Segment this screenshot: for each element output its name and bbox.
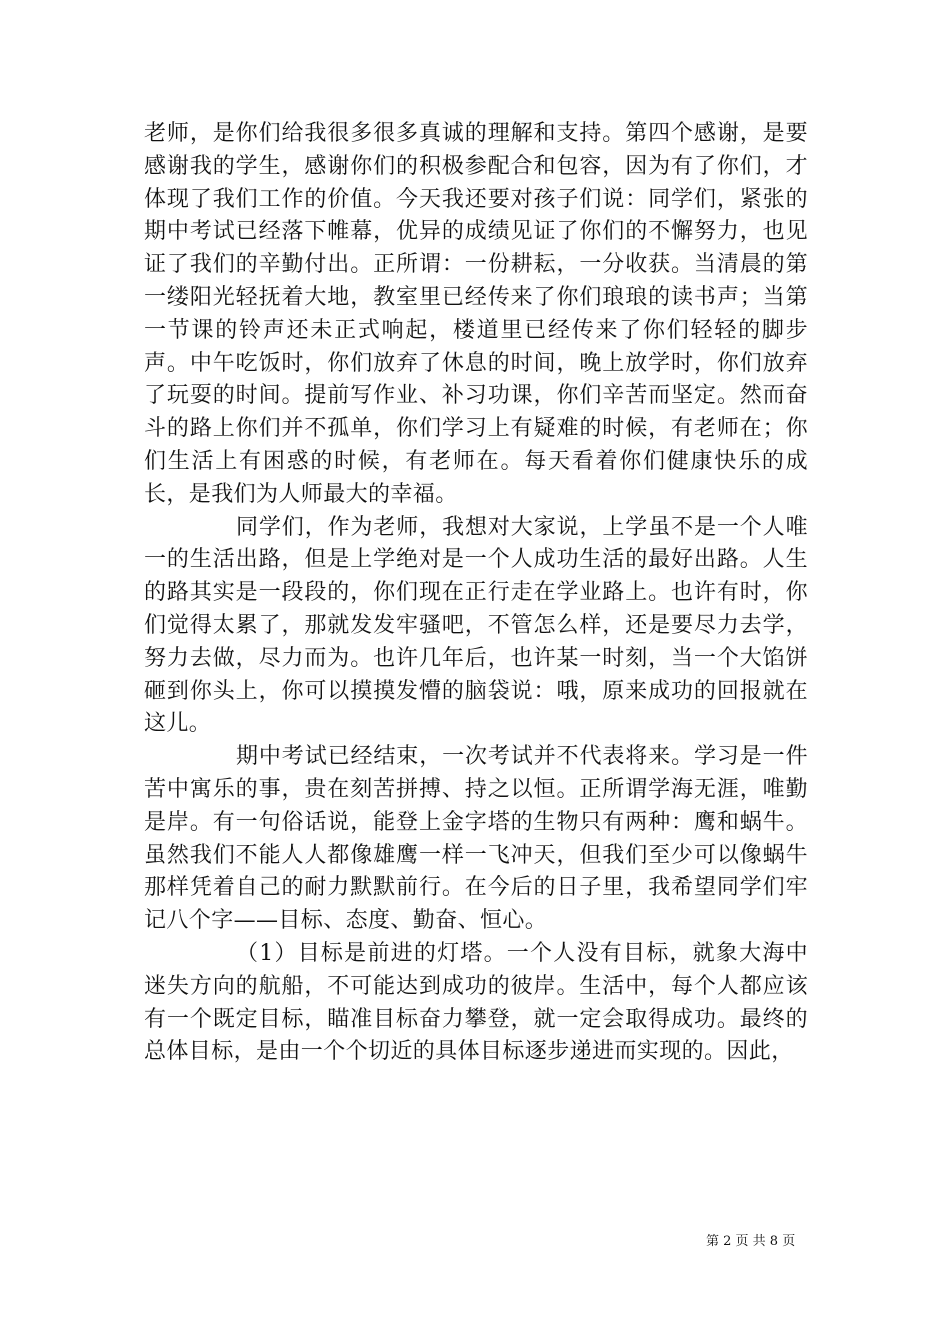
page-number: 第 2 页 共 8 页 (706, 1234, 796, 1249)
paragraph-continuation: 老师，是你们给我很多很多真诚的理解和支持。第四个感谢，是要感谢我的学生，感谢你们的积极参配合和包容，因为有了你们，才体现了我们工作的价值。今天我还要对孩子们说：同学们，紧张的期中考试已经落下帷幕，优异的成绩见证了你们的不懈努力，也见证了我们的辛勤付出。正所谓：一份耕耘，一分收获。当清晨的第一缕阳光轻抚着大地，教室里已经传来了你们琅琅的读书声；当第一节课的铃声还未正式响起，楼道里已经传来了你们轻轻的脚步声。中午吃饭时，你们放弃了休息的时间，晚上放学时，你们放弃了玩耍的时间。提前写作业、补习功课，你们辛苦而坚定。然而奋斗的路上你们并不孤单，你们学习上有疑难的时候，有老师在；你们生活上有困惑的时候，有老师在。每天看着你们健康快乐的成长，是我们为人师最大的幸福。 (144, 121, 808, 507)
paragraph-exam-ended: 期中考试已经结束，一次考试并不代表将来。学习是一件苦中寓乐的事，贵在刻苦拼搏、持之以恒。正所谓学海无涯，唯勤是岸。有一句俗话说，能登上金字塔的生物只有两种：鹰和蜗牛。虽然我们不能人人都像雄鹰一样一飞冲天，但我们至少可以像蜗牛那样凭着自己的耐力默默前行。在今后的日子里，我希望同学们牢记八个字——目标、态度、勤奋、恒心。 (144, 744, 808, 934)
paragraph-advice: 同学们，作为老师，我想对大家说，上学虽不是一个人唯一的生活出路，但是上学绝对是一个人成功生活的最好出路。人生的路其实是一段段的，你们现在正行走在学业路上。也许有时，你们觉得太累了，那就发发牢骚吧，不管怎么样，还是要尽力去学，努力去做，尽力而为。也许几年后，也许某一时刻，当一个大馅饼砸到你头上，你可以摸摸发懵的脑袋说：哦，原来成功的回报就在这儿。 (144, 514, 808, 737)
paragraph-goal: （1）目标是前进的灯塔。一个人没有目标，就象大海中迷失方向的航船，不可能达到成功的彼岸。生活中，每个人都应该有一个既定目标，瞄准目标奋力攀登，就一定会取得成功。最终的总体目标，是由一个个切近的具体目标逐步递进而实现的。因此， (144, 940, 808, 1065)
document-body (144, 118, 808, 1069)
